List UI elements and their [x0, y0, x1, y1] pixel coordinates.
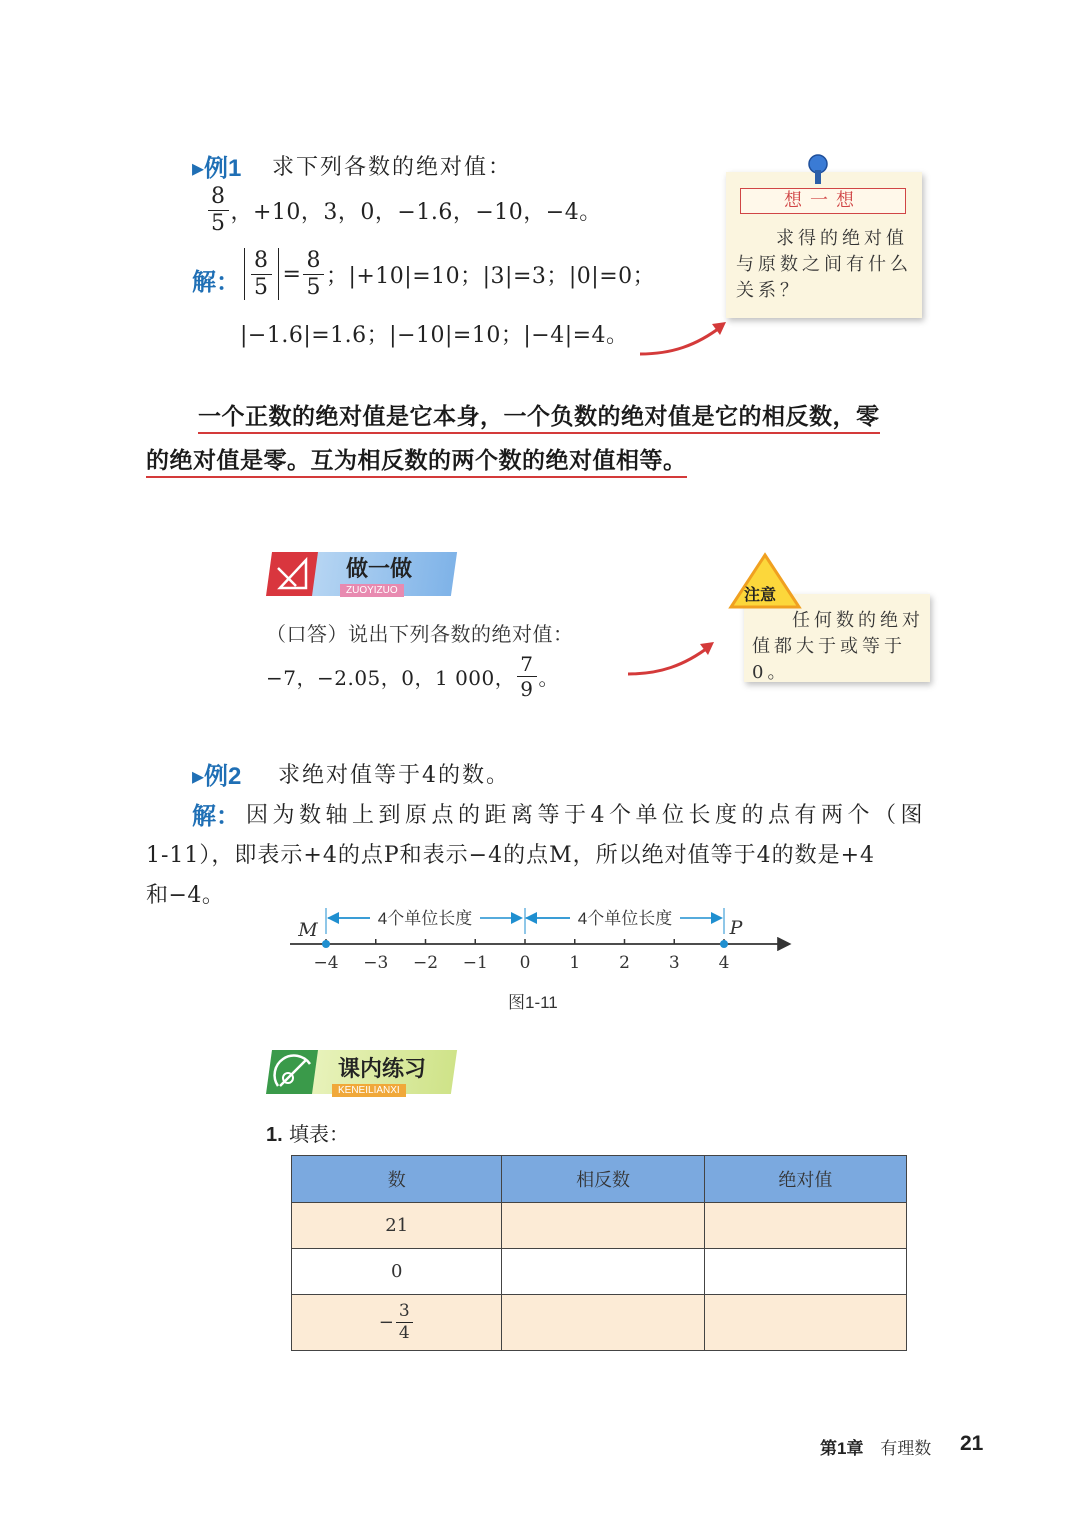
zuoyizuo-prompt: （口答）说出下列各数的绝对值： [266, 622, 574, 646]
number-line-tick-label: −3 [363, 953, 389, 973]
solution2-label: 解： [192, 803, 240, 830]
example1-heading [192, 148, 241, 183]
number-line-figure [280, 904, 800, 984]
chapter-number: 第1章 [820, 1439, 864, 1458]
example2-prompt: 求绝对值等于4的数。 [278, 763, 510, 788]
table-row [292, 1203, 907, 1249]
think-note-title: 想一想 [740, 188, 906, 214]
fraction-3-4: $\frac{3}{4}$ [396, 1303, 413, 1342]
key-statement-line2: 的绝对值是零。互为相反数的两个数的绝对值相等。 [146, 442, 687, 475]
example-marker-icon: ▸ [192, 763, 205, 790]
number-line-tick-label: −4 [313, 953, 339, 973]
cell-opposite-blank[interactable] [502, 1203, 704, 1249]
zuoyizuo-subtitle: ZUOYIZUO [340, 584, 404, 597]
table-row [292, 1249, 907, 1295]
ruler-triangle-icon [266, 548, 322, 600]
zuoyizuo-title: 做一做 [346, 556, 413, 581]
fraction-8-5: $\frac{8}{5}$ [208, 186, 229, 235]
cell-opposite-blank[interactable] [502, 1295, 704, 1351]
fill-table [291, 1155, 907, 1351]
number-line-tick-label: 0 [519, 953, 531, 973]
example1-prompt: 求下列各数的绝对值： [272, 155, 513, 180]
arrow-to-attention-note-icon [624, 636, 720, 680]
cell-absolute-blank[interactable] [704, 1295, 906, 1351]
question-1 [266, 1118, 349, 1147]
solution1-line2: |−1.6|=1.6；|−10|=10；|−4|=4。 [240, 323, 629, 348]
practice-title: 课内练习 [338, 1056, 427, 1081]
cell-absolute-blank[interactable] [704, 1203, 906, 1249]
page-number: 21 [960, 1432, 984, 1455]
number-line-tick-label: 2 [619, 953, 630, 973]
solution2-line2: 1-11），即表示+4的点P和表示−4的点M，所以绝对值等于4的数是+4 [146, 843, 876, 868]
solution2-line3: 和−4。 [146, 883, 225, 908]
solution1-line1: $\frac{8}{5}$ = $\frac{8}{5}$ ；|+10|=10；|3|=3；|0|=0； [240, 248, 655, 300]
figure-caption: 图1-11 [508, 993, 558, 1012]
number-line-tick-label: −1 [462, 953, 488, 973]
chapter-title: 有理数 [880, 1439, 932, 1458]
pushpin-icon [806, 152, 830, 188]
header-opposite: 相反数 [502, 1156, 704, 1203]
cell-opposite-blank[interactable] [502, 1249, 704, 1295]
point-p-label: P [729, 917, 743, 939]
cell-number: 21 [292, 1203, 502, 1249]
question-text: 填表： [289, 1122, 350, 1146]
key-statement-line1: 一个正数的绝对值是它本身，一个负数的绝对值是它的相反数，零 [198, 398, 880, 431]
example-marker-icon: ▸ [192, 155, 205, 182]
span-label-left: 4个单位长度 [377, 909, 473, 928]
example2-heading [192, 756, 241, 791]
number-line-tick-label: −2 [412, 953, 439, 973]
arrow-to-think-note-icon [636, 316, 732, 360]
table-row [292, 1295, 907, 1351]
point-p [720, 940, 728, 948]
protractor-icon [266, 1046, 322, 1098]
zuoyizuo-tab [266, 548, 454, 600]
attention-note-label: 注意 [744, 587, 777, 604]
cell-number: 0 [292, 1249, 502, 1295]
number-line-tick-label: 3 [668, 953, 680, 973]
solution1-label: 解： [192, 269, 240, 296]
header-number: 数 [292, 1156, 502, 1203]
point-m [322, 940, 330, 948]
number-line-tick-label: 4 [718, 953, 730, 973]
number-line-tick-label: 1 [569, 953, 581, 973]
fraction-8-5-result: $\frac{8}{5}$ [303, 250, 324, 299]
header-absolute: 绝对值 [704, 1156, 906, 1203]
practice-subtitle: KENEILIANXI [332, 1084, 406, 1097]
solution2-line1: 因为数轴上到原点的距离等于4个单位长度的点有两个（图 [246, 803, 927, 828]
practice-tab [266, 1046, 454, 1100]
example2-label: 例2 [204, 763, 242, 790]
table-header-row [292, 1156, 907, 1203]
cell-number: − $\frac{3}{4}$ [292, 1295, 502, 1351]
question-number: 1. [266, 1124, 283, 1146]
fraction-7-9: $\frac{7}{9}$ [517, 654, 536, 699]
zuoyizuo-number-list: −7，−2.05，0，1 000， $\frac{7}{9}$ 。 [266, 652, 559, 701]
attention-note-text: 任何数的绝对值都大于或等于0。 [752, 610, 924, 683]
cell-absolute-blank[interactable] [704, 1249, 906, 1295]
point-m-label: M [298, 919, 318, 941]
footer-chapter [820, 1434, 931, 1459]
example1-label: 例1 [204, 155, 242, 182]
example1-number-list: $\frac{8}{5}$ ，+10，3，0，−1.6，−10，−4。 [206, 186, 602, 235]
span-label-right: 4个单位长度 [577, 909, 673, 928]
fraction-8-5-abs: $\frac{8}{5}$ [251, 250, 272, 299]
think-note-text: 求得的绝对值与原数之间有什么关系？ [736, 228, 912, 301]
think-note [726, 172, 922, 318]
